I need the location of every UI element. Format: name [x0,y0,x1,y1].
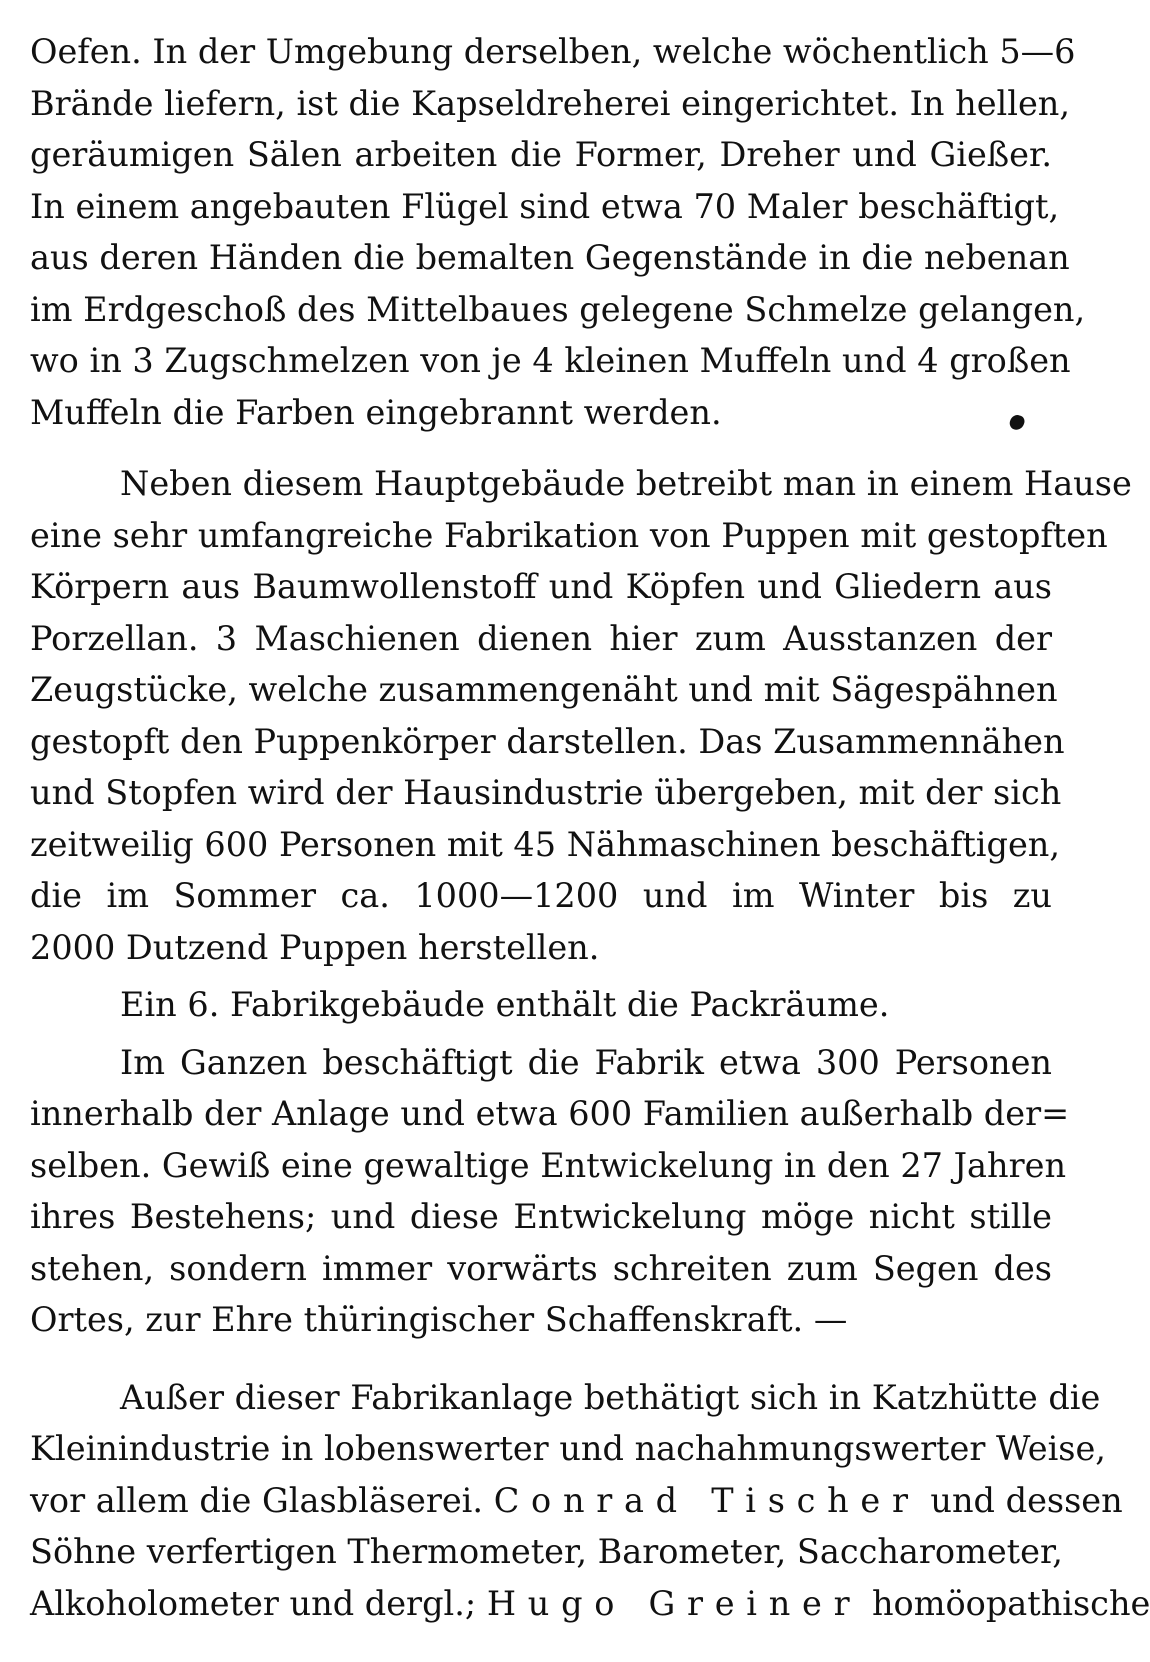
text-line: innerhalb der Anlage und etwa 600 Familien außerhalb der= [30,1094,1070,1133]
text-line: Brände liefern, ist die Kapseldreherei eingerichtet. In hellen, [30,83,1071,123]
text-line: Neben diesem Hauptgebäude betreibt man in einem Hause [120,464,1132,503]
text-line: Außer dieser Fabrikanlage bethätigt sich in Katzhütte die [120,1377,1101,1417]
text-line: gestopft den Puppenkörper darstellen. Das Zusammennähen [30,721,1065,761]
paragraph-dolls [30,458,1132,973]
paragraph-summary [30,1037,1070,1346]
text-segment: und dessen [930,1480,1123,1520]
person-name-conrad-tischer: Conrad Tischer [493,1480,920,1520]
text-line: Körpern aus Baumwollenstoff und Köpfen und Gliedern aus [30,567,1052,606]
paragraph-glassblowing [30,1372,1150,1630]
text-line: wo in 3 Zugschmelzen von je 4 kleinen Muffeln und 4 großen [30,341,1071,380]
text-segment: homöopathische [871,1583,1150,1623]
text-segment: vor allem die Glasbläserei. [30,1480,484,1520]
text-line: stehen, sondern immer vorwärts schreiten zum Segen des [30,1248,1052,1288]
text-line: Porzellan. 3 Maschienen dienen hier zum Ausstanzen der [30,618,1052,658]
person-name-hugo-greiner: Hugo Greiner [486,1583,862,1623]
text-line: Söhne verfertigen Thermometer, Barometer, Saccharometer, [30,1532,1063,1571]
text-line: aus deren Händen die bemalten Gegenstände in die nebenan [30,238,1070,277]
text-line: zeitweilig 600 Personen mit 45 Nähmaschinen beschäftigen, [30,824,1061,864]
text-line: Im Ganzen beschäftigt die Fabrik etwa 300 Personen [120,1042,1052,1082]
paragraph-packing [30,979,1052,1031]
text-segment: Alkoholometer und dergl.; [30,1583,477,1623]
text-line: geräumigen Sälen arbeiten die Former, Dreher und Gießer. [30,135,1052,174]
text-line [30,1578,1150,1630]
text-line: die im Sommer ca. 1000—1200 und im Winter bis zu [30,876,1052,915]
text-line: Zeugstücke, welche zusammengenäht und mit Sägespähnen [30,670,1058,709]
text-line: Oefen. In der Umgebung derselben, welche wöchentlich 5—6 [30,32,1076,71]
text-line: In einem angebauten Flügel sind etwa 70 Maler beschäftigt, [30,186,1060,226]
text-line: ihres Bestehens; und diese Entwickelung möge nicht stille [30,1197,1052,1236]
text-line [30,1475,1123,1527]
text-line: Muffeln die Farben eingebrannt werden. [30,392,722,432]
text-line: Ortes, zur Ehre thüringischer Schaffenskraft. — [30,1300,848,1339]
text-line: 2000 Dutzend Puppen herstellen. [30,927,600,967]
paragraph-kilns [30,26,1086,438]
text-line: Kleinindustrie in lobenswerter und nachahmungswerter Weise, [30,1429,1106,1468]
book-page [30,26,1150,1629]
text-line: selben. Gewiß eine gewaltige Entwickelung in den 27 Jahren [30,1145,1067,1185]
text-line: eine sehr umfangreiche Fabrikation von Puppen mit gestopften [30,515,1108,555]
text-line: und Stopfen wird der Hausindustrie übergeben, mit der sich [30,773,1062,812]
text-line: im Erdgeschoß des Mittelbaues gelegene Schmelze gelangen, [30,289,1086,329]
text-line: Ein 6. Fabrikgebäude enthält die Packräume. [120,985,890,1024]
